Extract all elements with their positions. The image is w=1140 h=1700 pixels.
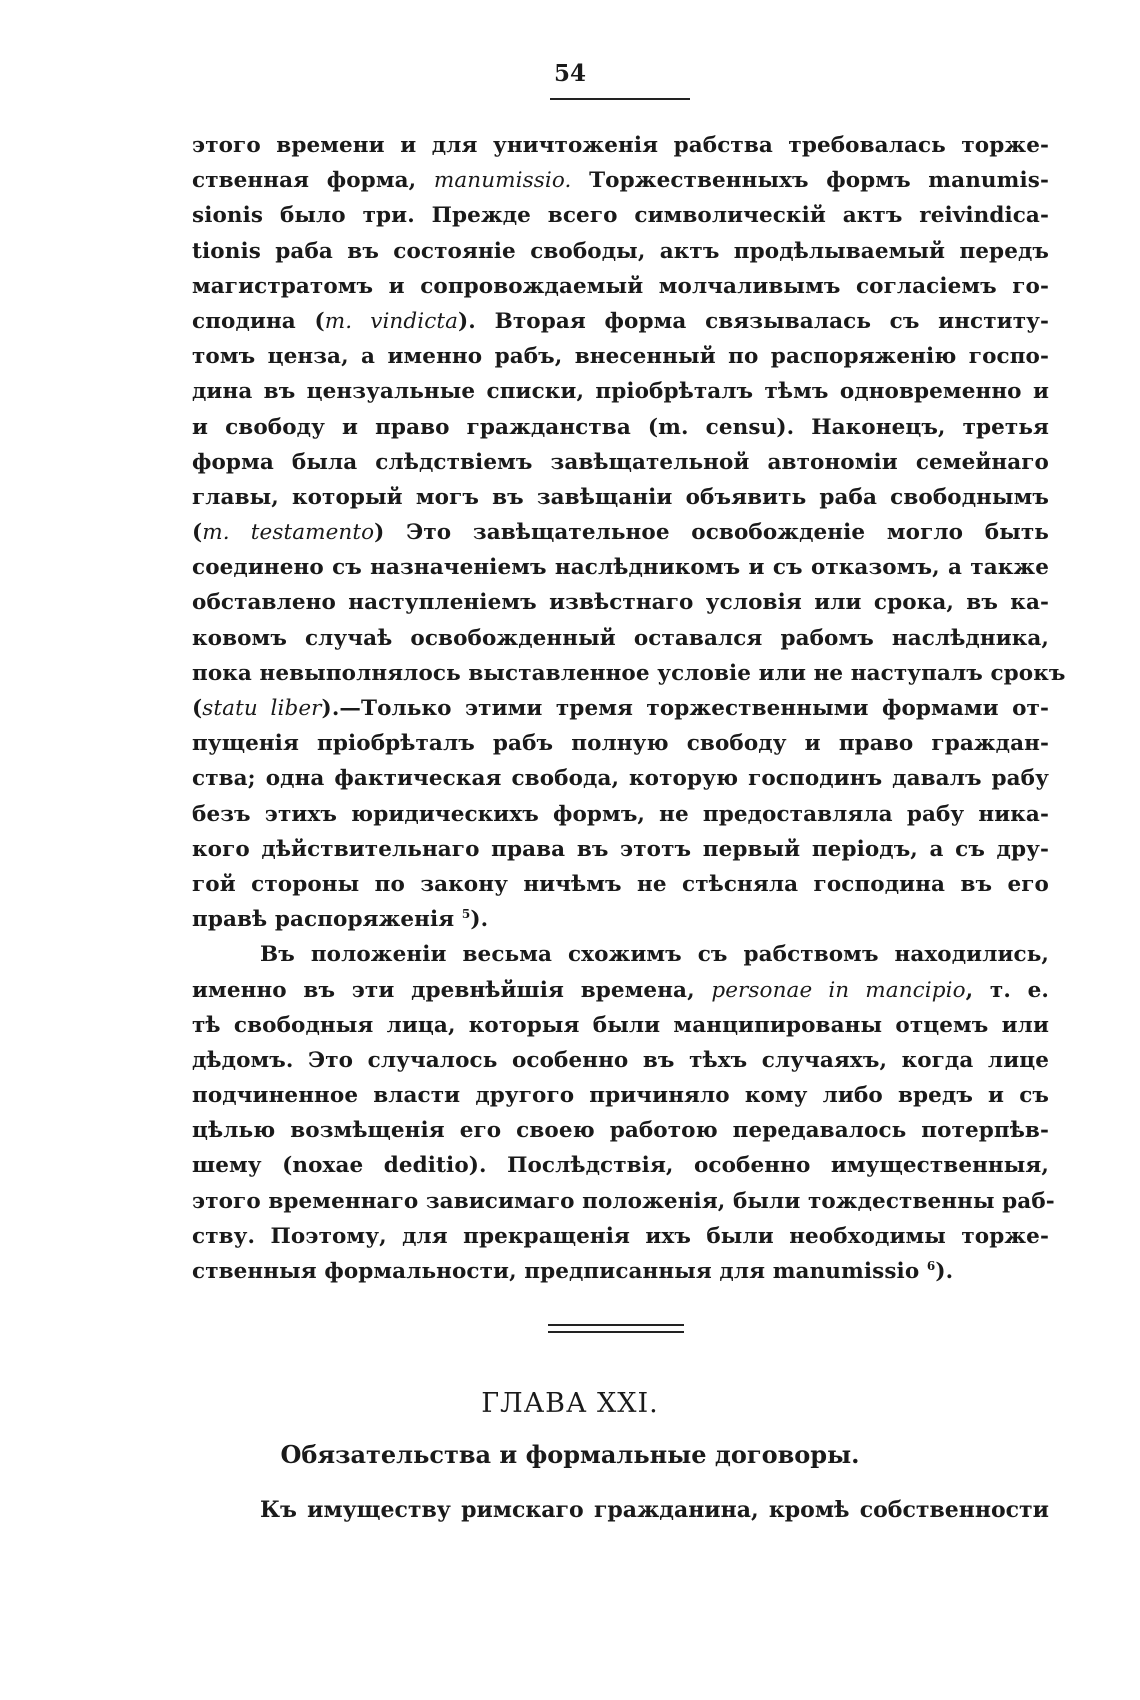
text-line	[192, 797, 1049, 832]
text-run: гой стороны по закону ничѣмъ не стѣсняла господина въ его	[192, 871, 1049, 897]
text-line	[192, 480, 1049, 515]
italic-term: statu liber	[202, 696, 322, 721]
text-run: главы, который могъ въ завѣщаніи объявить раба свободнымъ	[192, 484, 1049, 510]
text-line	[192, 973, 1049, 1008]
text-run: дина въ цензуальные списки, пріобрѣталъ тѣмъ одновременно и	[192, 379, 1049, 405]
text-run: томъ ценза, а именно рабъ, внесенный по распоряженію госпо-	[192, 344, 1049, 370]
text-line	[192, 621, 1049, 656]
text-line	[192, 902, 1049, 937]
text-run: ковомъ случаѣ освобожденный оставался рабомъ наслѣдника,	[192, 625, 1049, 651]
text-line	[192, 1184, 1055, 1219]
text-line	[192, 410, 1049, 445]
text-run: кого дѣйствительнаго права въ этотъ первый періодъ, а съ дру-	[192, 836, 1049, 862]
text-line	[192, 234, 1049, 269]
text-line	[192, 1078, 1049, 1113]
text-run: подчиненное власти другого причиняло кому либо вредъ и съ	[192, 1083, 1049, 1109]
text-run: ства; одна фактическая свобода, которую господинъ давалъ рабу	[192, 766, 1049, 792]
italic-term: m. vindicta	[324, 308, 459, 334]
text-run: ) Это завѣщательное освобожденіе могло быть	[374, 520, 1049, 546]
text-run: магистратомъ и сопровождаемый молчаливымъ согласіемъ го-	[192, 273, 1049, 299]
text-line	[192, 1008, 1049, 1043]
text-line	[192, 1043, 1049, 1078]
text-run: ственная форма,	[192, 168, 434, 194]
text-line	[192, 867, 1049, 902]
text-line	[192, 515, 1049, 550]
body-text	[192, 128, 1066, 1289]
text-run: ).	[470, 907, 489, 933]
text-run: (	[192, 696, 203, 721]
text-run: Въ положеніи весьма схожимъ съ рабствомъ находились,	[260, 942, 1049, 968]
text-line	[192, 1254, 1049, 1289]
text-line	[192, 937, 1049, 972]
text-line	[192, 269, 1049, 304]
paragraph	[192, 128, 1066, 937]
section-divider	[548, 1324, 684, 1333]
text-line	[192, 339, 1049, 374]
text-line	[192, 374, 1049, 409]
chapter-title: ГЛАВА XXI.	[481, 1388, 659, 1419]
text-run: правѣ распоряженія	[192, 907, 462, 933]
text-line	[192, 128, 1049, 163]
text-run: sionis было три. Прежде всего символическій актъ reivindica-	[192, 203, 1049, 229]
page-number: 54	[553, 60, 586, 87]
text-line	[192, 445, 1049, 480]
text-run: Торжественныхъ формъ manumis-	[571, 168, 1049, 194]
text-line	[192, 304, 1049, 339]
text-run: tionis раба въ состояніе свободы, актъ продѣлываемый передъ	[192, 238, 1049, 264]
italic-term: personae in mancipio	[711, 977, 966, 1003]
text-line	[192, 656, 1066, 691]
text-run: шему (noxae deditio). Послѣдствія, особенно имущественныя,	[192, 1153, 1049, 1179]
paragraph	[192, 937, 1055, 1289]
text-run: ). Вторая форма связывалась съ институ-	[458, 308, 1049, 334]
text-line	[192, 761, 1049, 796]
italic-term: manumissio.	[433, 168, 572, 194]
text-run: тѣ свободныя лица, которыя были манципированы отцемъ или	[192, 1012, 1049, 1038]
text-run: безъ этихъ юридическихъ формъ, не предоставляла рабу ника-	[192, 801, 1049, 827]
text-line	[192, 550, 1049, 585]
italic-term: m. testamento	[202, 520, 375, 546]
text-line	[192, 1148, 1049, 1183]
text-run: сподина (	[192, 308, 325, 334]
text-run: дѣдомъ. Это случалось особенно въ тѣхъ случаяхъ, когда лице	[192, 1047, 1049, 1073]
footnote-ref: 6	[926, 1258, 936, 1273]
text-line	[192, 832, 1049, 867]
text-line	[192, 1113, 1049, 1148]
text-run: именно въ эти древнѣйшія времена,	[192, 977, 712, 1003]
text-run: , т. е.	[965, 977, 1049, 1003]
text-run: этого времени и для уничтоженія рабства требовалась торже-	[192, 133, 1049, 158]
chapter-first-line: Къ имуществу римскаго гражданина, кромѣ собственности	[260, 1497, 1049, 1523]
text-run: обставлено наступленіемъ извѣстнаго условія или срока, въ ка-	[192, 590, 1049, 616]
text-run: цѣлью возмѣщенія его своею работою передавалось потерпѣв-	[192, 1118, 1049, 1144]
chapter-subtitle: Обязательства и формальные договоры.	[280, 1440, 860, 1469]
text-run: ству. Поэтому, для прекращенія ихъ были необходимы торже-	[192, 1223, 1049, 1249]
text-line	[192, 1219, 1049, 1254]
text-run: форма была слѣдствіемъ завѣщательной автономіи семейнаго	[192, 449, 1049, 475]
text-run: ).—Только этими тремя торжественными формами от-	[321, 696, 1049, 721]
footnote-ref: 5	[461, 906, 471, 921]
text-run: и свободу и право гражданства (m. censu). Наконецъ, третья	[192, 414, 1049, 440]
text-run: пущенія пріобрѣталъ рабъ полную свободу и право граждан-	[192, 731, 1049, 757]
page-number-rule	[550, 98, 690, 100]
text-run: ственныя формальности, предписанныя для manumissio	[192, 1259, 927, 1284]
text-line	[192, 198, 1049, 233]
text-run: пока невыполнялось выставленное условіе или не наступалъ срокъ	[192, 660, 1066, 686]
text-line	[192, 585, 1049, 620]
text-line	[192, 163, 1049, 198]
text-line	[192, 691, 1049, 726]
text-run: соединено съ назначеніемъ наслѣдникомъ и съ отказомъ, а также	[192, 555, 1049, 581]
text-run: (	[192, 520, 203, 546]
text-run: ).	[935, 1259, 954, 1284]
text-run: этого временнаго зависимаго положенія, были тождественны раб-	[192, 1188, 1055, 1214]
text-line	[192, 726, 1049, 761]
